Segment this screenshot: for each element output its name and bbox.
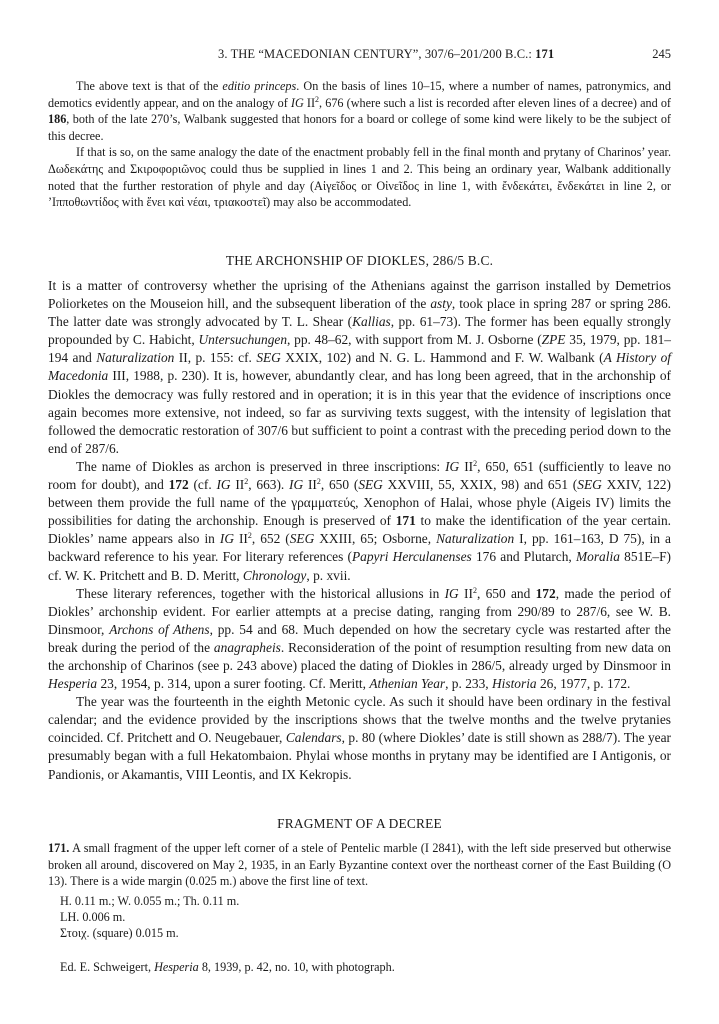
intro-paragraph-2: If that is so, on the same analogy the date of the enactment probably fell in the final month and prytany of Charinos’ year. Δωδεκάτης and Σκιροφοριῶνος could thus be supplied in lines 1 and 2. This being an ordinary year, Walbank additionally noted that the further restoration of phyle and day (Αἰγεῖδος or Οἰνεῖδος in line 1, with ἔνδεκάτει, ἔνδεκάτει in line 2, or ’Ιπποθωντίδος with ἕνει καὶ νέαι, τριακοστεῖ) may also be accommodated. [48, 145, 671, 210]
catalogue-entry [48, 840, 671, 890]
running-title: 3. THE “MACEDONIAN CENTURY”, 307/6–201/200 B.C.: 171 [218, 47, 555, 61]
archonship-paragraph-4: The year was the fourteenth in the eighth Metonic cycle. As such it should have been ordinary in the festival calendar; and the evidence provided by the inscriptions shows that the twelve months and the twelve prytanies coincided. Cf. Pritchett and O. Neugebauer, Calendars, p. 80 (where Diokles’ date is still shown as 288/7). The year presumably began with a full Hekatombaion. Phylai whose months in prytany may be identified are I Antigonis, or Pandionis, or Akamantis, VIII Leontis, and IX Kekropis. [48, 694, 671, 782]
running-ref: 171 [535, 47, 555, 61]
measurement-letter-height: LH. 0.006 m. [60, 910, 126, 924]
page-number: 245 [652, 47, 671, 61]
archonship-section [48, 277, 671, 784]
measurement-dimensions: H. 0.11 m.; W. 0.055 m.; Th. 0.11 m. [60, 894, 240, 908]
section-heading-archonship: THE ARCHONSHIP OF DIOKLES, 286/5 B.C. [225, 253, 494, 268]
entry-number: 171. [48, 841, 70, 855]
archonship-paragraph-3: These literary references, together with the historical allusions in IG $II^2$, 650 and 172, made the period of Diokles’ archonship evident. For earlier attempts at a precise dating, ranging from 290/89 to 287/6, see W. B. Dinsmoor, Archons of Athens, pp. 54 and 68. Much depended on how the secretary cycle was restarted after the break during the period of the anagrapheis. Reconsideration of the point of resumption resulting from new data on the archonship of Charinos (see p. 243 above) placed the dating of Diokles in 286/5, already urged by Dinsmoor in Hesperia 23, 1954, p. 314, upon a surer footing. Cf. Meritt, Athenian Year, p. 233, Historia 26, 1977, p. 172. [48, 585, 671, 692]
edition-reference: Ed. E. Schweigert, Hesperia 8, 1939, p. 42, no. 10, with photograph. [60, 960, 395, 974]
entry-description: 171. A small fragment of the upper left corner of a stele of Pentelic marble (I 2841), with the left side preserved but otherwise broken all around, discovered on May 2, 1935, in an Early Byzantine context over the northeast corner of the East Building (O 13). There is a wide margin (0.025 m.) above the first line of text. [48, 841, 671, 889]
measurements [60, 893, 660, 941]
intro-commentary [48, 78, 671, 211]
running-header [48, 47, 671, 65]
archonship-paragraph-1: It is a matter of controversy whether the uprising of the Athenians against the garrison installed by Demetrios Poliorketes on the Mouseion hill, and the subsequent liberation of the asty, took place in spring 287 or spring 286. The latter date was strongly advocated by T. L. Shear (Kallias, pp. 61–73). The former has been equally strongly propounded by C. Habicht, Untersuchungen, pp. 48–62, with support from M. J. Osborne (ZPE 35, 1979, pp. 181–194 and Naturalization II, p. 155: cf. SEG XXIX, 102) and N. G. L. Hammond and F. W. Walbank (A History of Macedonia III, 1988, p. 230). It is, however, abundantly clear, and has long been agreed, that in the archonship of Diokles the democracy was fully restored and in operation; it is in this year that the evidence of inscriptions once again becomes more extensive, not indeed, so far as surviving texts suggest, with the intensity of legislation that followed the democratic restoration of 307/6 but sufficient to point a contrast with the preceding period down to the end of 287/6. [48, 278, 671, 456]
intro-paragraph-1: The above text is that of the editio princeps. On the basis of lines 10–15, where a number of names, patronymics, and demotics evidently appear, and on the analogy of IG $II^2$, 676 (where such a list is recorded after eleven lines of a decree) and of 186, both of the late 270’s, Walbank suggested that honors for a board or college of some kind were likely to be the subject of this decree. [48, 79, 671, 143]
measurement-stoichedon: Στοιχ. (square) 0.015 m. [60, 926, 179, 940]
archonship-paragraph-2: The name of Diokles as archon is preserved in three inscriptions: IG $II^2$, 650, 651 (sufficiently to leave no room for doubt), and 172 (cf. IG $II^2$, 663). IG $II^2$, 650 (SEG XXVIII, 55, XXIX, 98) and 651 (SEG XXIV, 122) between them provide the full name of the γραμματεύς, Xenophon of Halai, whose phyle (Aigeis IV) limits the possibilities for dating the archonship. Enough is preserved of 171 to make the identification of the year certain. Diokles’ name appears also in IG $II^2$, 652 (SEG XXIII, 65; Osborne, Naturalization I, pp. 161–163, D 75), in a backward reference to his year. For literary references (Papyri Herculanenses 176 and Plutarch, Moralia 851E–F) cf. W. K. Pritchett and B. D. Meritt, Chronology, p. xvii. [48, 458, 671, 583]
section-heading-fragment: FRAGMENT OF A DECREE [277, 816, 442, 831]
